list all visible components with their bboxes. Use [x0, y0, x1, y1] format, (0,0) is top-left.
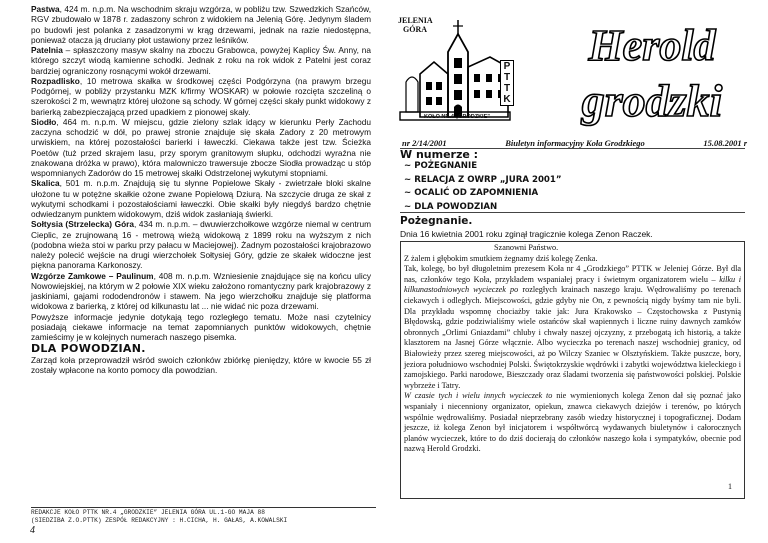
issue-date: 15.08.2001 r [703, 138, 747, 148]
section-title-dla-powodzian: DLA POWODZIAN. [31, 342, 146, 356]
entry-rozpadlisko [31, 76, 371, 117]
footer-line-1: REDAKCJE KOŁO PTTK NR.4 „GRODZKIE” JELENIA GÓRA UL.1-GO MAJA 88 [31, 507, 376, 517]
title-line-2: grodzki [581, 75, 723, 126]
letter-italic: W czasie tych i wielu innych wycieczek to [404, 391, 553, 401]
entry-title: Pastwa [31, 4, 60, 14]
farewell-intro: Dnia 16 kwietnia 2001 roku zginął tragicznie kolega Zenon Raczek. [400, 229, 653, 239]
pttk-letter: K [503, 94, 511, 105]
entry-title: Skalica [31, 178, 60, 189]
pttk-letter: P [503, 61, 511, 72]
title-line-1: Herold [588, 21, 716, 70]
entry-text: , 464 m. n.p.m. W miejscu, gdzie zielony szlak idący w kierunku Perły Zachodu zaczyna schodzić w dół, po prawej stronie znajduje się skała Zadory z 20 metrowym urwiskiem, na której pozostałości barierki i ławeczki. Ciekawa także jest tzw. Ścieżka Poetów (tuż przed skrajem lasu, przy sporym granitowym słupku, odchodzi wyraźna nie znakowana dróżka w prawo), która malowniczo trawersuje zbocze Siodła prowadząc u stóp wspomnianych Zadorów do 15 metrowej skałki Odstrzelonej wykutymi stopniami. [31, 116, 371, 178]
letter-paragraph [404, 391, 741, 455]
toc-heading: W numerze : [400, 148, 479, 161]
toc-item: ~ OCALIĆ OD ZAPOMNIENIA [404, 187, 562, 201]
pttk-mark [500, 60, 514, 106]
pttk-letter: T [503, 83, 511, 94]
logo-city-line-2: GÓRA [403, 25, 427, 34]
entry-title: Rozpadlisko [31, 75, 80, 86]
entry-text: , 501 m. n.p.m. Znajdują się tu słynne Popielowe Skały - zwietrzałe bloki skalne ułożone tu w potężne skałkie ożone zwane Popielową Dziurą. Na szczycie druga ze skał z wykutymi schodkami i pozostałościami ławeczki. Obie skałki były niegdyś bardzo chętnie odwiedzanym punktem widokowym, dziś widok zasłaniają świerki. [31, 178, 371, 219]
letter-text: rozległych krainach naszego kraju. Wędrowaliśmy po terenach ciekawych i odległych. Miejscowości, gdzie gdyby nie On, z pewnością nigdy byśmy tam nie byli. Dla przykładu wspomnę chociażby takie jak: Jura Krakowsko – Częstochowska z Pustynią Błędowską, gdzie podziwialiśmy wiele ostańców skał wapiennych i liczne ruiny dawnych zamków obronnych „Orlimi Gniazdami” chluby i chwały naszej ojczyzny, z przebogatą ich historią, a także klasztorem na Jasnej Górze włącznie. Albo wycieczka po terenach naszej wschodniej granicy, od Białowieży przez szereg miejscowości, aż po Wilczy Szaniec w Olsztyńskiem. Także puszcze, bory, jeziora południowo wschodniej Polski. Świętokrzyskie wędrówki i zabytki województwa kieleckiego i zamojskiego. Parki narodowe, Bieszczady oraz śladami tworzenia się państwowości polskiej. Polskie wybrzeże i Tatry. [404, 285, 741, 390]
farewell-letter [400, 241, 745, 499]
letter-paragraph: Z żalem i głębokim smutkiem żegnamy dziś kolegę Zenka. [404, 253, 598, 263]
issue-number: nr 2/14/2001 [402, 138, 447, 148]
entry-text: – spłaszczony masyw skalny na zboczu Grabowca, powyżej Kaplicy Św. Anny, na którego szczyt wiodą kamienne schodki. Jednak z roku na rok widok z Patelni jest coraz bardziej ograniczony rosnącymi wokół drzewami. [31, 45, 371, 76]
page-number-right: 1 [728, 482, 732, 491]
entry-siodlo [31, 117, 371, 179]
entry-text: , 424 m. n.p.m. Na wschodnim skraju wzgórza, w pobliżu tzw. Szwedzkich Szańców, RGV zbudowało w 1878 r. zadaszony schron z widokiem na Jelenią Górę. Jedynym śladem po budowli jest polanka z zasadzonymi w krąg drzewami, jednak na razie niedostępna, ponieważ otacza ją drucianу płot ustawiony przez leśników. [31, 4, 371, 45]
pttk-letter: T [503, 72, 511, 83]
entry-title: Sołtysia (Strzelecka) Góra [31, 219, 134, 230]
toc-item: ~ POŻEGNANIE [404, 160, 562, 174]
entry-wzgorze-zamkowe [31, 271, 371, 312]
issue-line [402, 138, 747, 148]
bulletin-name: Biuletyn informacyjny Koła Grodzkiego [505, 138, 645, 148]
toc-item: ~ RELACJA Z OWRP „JURA 2001” [404, 174, 562, 188]
entry-soltysia [31, 219, 371, 270]
entry-text: , 408 m. n.p.m. Wzniesienie znajdujące się na końcu ulicy Nowowiejskiej, na którym w 2 połowie XIX wieku założono romantyczny park krajobrazowy z jaskiniami, gajami rododendronów i stawem. Na jego wierzchołku znajduje się platforma widokowa z barierką, z której od kilkunastu lat ... nie widać nic poza drzewami. [31, 270, 371, 312]
entry-patelnia [31, 45, 371, 76]
letter-greeting: Szanowni Państwo. [494, 243, 559, 252]
left-column [31, 4, 371, 375]
entry-title: Wzgórze Zamkowe – Paulinum [31, 270, 154, 281]
divider [400, 212, 745, 213]
logo-city [398, 16, 432, 34]
toc-item: ~ DLA POWODZIAN [404, 201, 562, 215]
letter-text: Tak, kolegę, bo był długoletnim prezesem Koła nr 4 „Grodzkiego” PTTK w Jeleniej Górze. Był dla nas, członków tego Koła, przykładem wspaniałej pracy i świetnym organizatorem wielu – [404, 264, 741, 284]
flood-paragraph: Zarząd koła przeprowadził wśród swoich członków zbiórkę pieniędzy, które w kwocie 55 zł zostały wpłacone na konto pomocy dla powodzian. [31, 354, 371, 375]
page-number-left: 4 [30, 525, 35, 536]
entry-title: Patelnia [31, 45, 63, 55]
farewell-title: Pożegnanie. [400, 215, 473, 227]
entry-text: , 10 metrowa skałka w środkowej części Podgórzyna (na prawym brzegu Podgórnej, w pobliży przystanku MZK k/firmy WOSKAR) w połowie rozcięta szczeliną o szerokości 2 m, wewnątrz której ułożone są schody. W górnej części skały punkt widokowy z barierką zabezpieczającą przed upadkiem z pionowej skały. [31, 75, 371, 117]
entry-pastwa [31, 4, 371, 45]
footer-line-2: (SIEDZIBA Z.O.PTTK) ZESPÓŁ REDAKCYJNY : H.CICHA, H. GAŁAS, A.KOWALSKI [31, 517, 288, 524]
right-column [382, 0, 747, 543]
entry-text: , 434 m. n.p.m. – dwuwierzchołkowe wzgórze niemal w centrum Cieplic, ze zrujnowaną 16 - metrową wieżą widokową z 1899 roku na wyższym z nich (podobna wieża stoi w parku przy pałacu w Maciejowej). Żadnym pozostałości krajobrazowo należy polecić wejście na drugi wierzchołek Sołtysiej Góry, gdzie ze skałek widoczne jest piękna panorama Karkonoszy. [31, 219, 371, 271]
letter-paragraph [404, 264, 741, 391]
editorial-footer [31, 507, 376, 525]
letter-text: nie wymienionych kolega Zenon dał się poznać jako wspaniały i niecenniony organizator, opiekun, znawca ciekawych dziejów i terenów, po których wspólnie wędrowaliśmy. Posiadał nieprzebrany zasób wiedzy historycznej i topograficznej. Dodam jeszcze, iż kolega Zenon był inicjatorem i współtwórcą wydawanych biuletynów i całorocznych planów wycieczek, które to do dziś docierają do członków naszego koła i sympatyków, obecnie pod nazwą Herold Grodzki. [404, 391, 741, 454]
letter-italic: kilku i kilkunastodniowych wycieczek po [404, 274, 741, 295]
toc-list [404, 160, 562, 214]
entry-title: Siodło [31, 116, 57, 127]
entry-skalica [31, 178, 371, 219]
logo-caption: KOŁO NR.4 „GRODZKIE” [424, 114, 491, 120]
masthead-title [562, 12, 742, 130]
closing-paragraph: Powyższe informacje jedynie dotykają tego rozległego tematu. Może nasi czytelnicy posiadają ciekawe informacje na temat zapomnianych punktów widokowych, chętnie zamieścimy je w kolejnych numerach naszego pisemka. [31, 311, 371, 342]
logo-city-line-1: JELENIA [398, 16, 433, 25]
